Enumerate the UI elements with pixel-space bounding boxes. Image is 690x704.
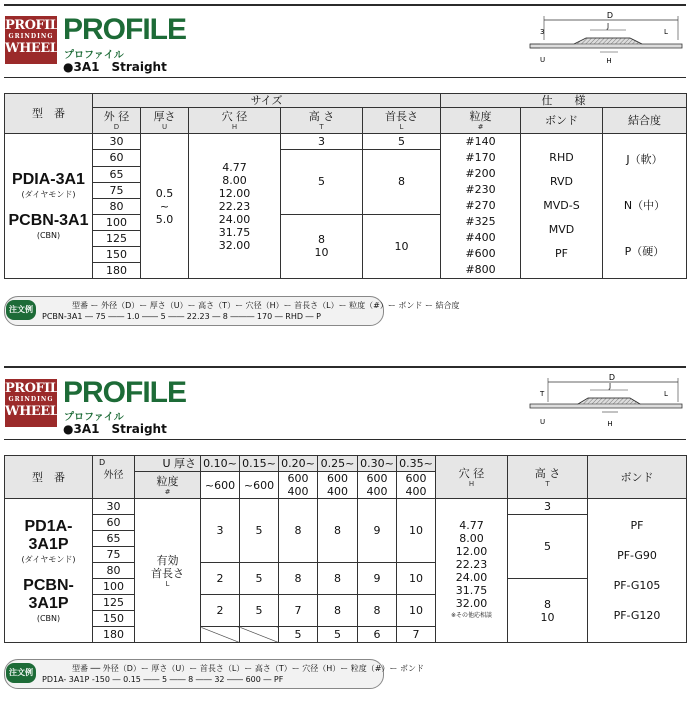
- header-neck-length: 首長さ L: [363, 108, 441, 134]
- header-height: 高 さ T: [281, 108, 363, 134]
- neck-value: 2: [201, 595, 240, 627]
- header-thickness: U 厚さ: [135, 456, 201, 472]
- section1-header-rule: [4, 77, 686, 78]
- neck-value: 8: [318, 499, 358, 563]
- od-cell: 65: [93, 531, 135, 547]
- u-col: 0.25~: [318, 456, 358, 472]
- wheel-profile-diagram: [526, 10, 686, 72]
- diagram-label-t: 3: [540, 28, 545, 36]
- diagram-label-d: D: [606, 11, 614, 20]
- hole-diameter-list: 4.77 8.00 12.00 22.23 24.00 31.75 32.00: [189, 134, 281, 279]
- diagram-label-t: T: [540, 390, 545, 398]
- neck-cell: 5: [363, 134, 441, 150]
- od-cell: 65: [93, 166, 141, 182]
- order-example-tag: 注文例: [6, 300, 36, 320]
- profile-wheels-logo: PROFILE GRINDING WHEELS: [5, 379, 57, 427]
- spec-table-3a1: [4, 93, 687, 279]
- height-cell: 8 10: [281, 214, 363, 279]
- od-cell: 80: [93, 563, 135, 579]
- od-cell: 100: [93, 579, 135, 595]
- neck-value: 5: [318, 627, 358, 643]
- thickness-range: 0.5 ~ 5.0: [141, 134, 189, 279]
- grit-list: #140 #170 #200 #230 #270 #325 #400 #600 #800: [441, 134, 521, 279]
- bond-list: RHD RVD MVD-S MVD PF: [521, 134, 603, 279]
- profile-wheels-logo: PROFILE GRINDING WHEELS: [5, 16, 57, 64]
- u-col: 0.20~: [279, 456, 318, 472]
- header-model: 型 番: [5, 456, 93, 499]
- u-col: 0.10~: [201, 456, 240, 472]
- neck-cell: 10: [363, 214, 441, 279]
- grit-col: 600 400: [279, 472, 318, 499]
- header-bond: ボンド: [588, 456, 687, 499]
- od-cell: 100: [93, 214, 141, 231]
- product-title-kana: プロファイル: [64, 412, 124, 423]
- od-cell: 125: [93, 595, 135, 611]
- grit-col: 600 400: [318, 472, 358, 499]
- grit-col: ~600: [240, 472, 279, 499]
- neck-value: 9: [358, 499, 397, 563]
- neck-value: 3: [201, 499, 240, 563]
- u-col: 0.35~: [397, 456, 436, 472]
- od-cell: 30: [93, 499, 135, 515]
- neck-value: 10: [397, 499, 436, 563]
- spec-table-3a1p: [4, 455, 687, 643]
- grit-col: 600 400: [358, 472, 397, 499]
- neck-value: 9: [358, 563, 397, 595]
- section1-top-rule: [4, 4, 686, 6]
- order-example-tag: 注文例: [6, 663, 36, 683]
- neck-cell: 8: [363, 150, 441, 215]
- header-outer-diameter: 外 径 D: [93, 108, 141, 134]
- neck-value: 5: [240, 563, 279, 595]
- bond-list: PF PF-G90 PF-G105 PF-G120: [588, 499, 687, 643]
- product-subtitle: ●3A1 Straight: [63, 60, 167, 74]
- section2-top-rule: [4, 366, 686, 368]
- od-cell: 80: [93, 198, 141, 214]
- diagram-label-u: U: [540, 418, 546, 426]
- model-cell: PDIA-3A1 (ダイヤモンド) PCBN-3A1 (CBN): [5, 134, 93, 279]
- od-cell: 180: [93, 263, 141, 279]
- od-cell: 30: [93, 134, 141, 150]
- diagram-label-j: J: [606, 22, 610, 30]
- neck-value: 7: [397, 627, 436, 643]
- neck-value: 8: [318, 595, 358, 627]
- od-cell: 60: [93, 515, 135, 531]
- header-height: 高 さ T: [508, 456, 588, 499]
- od-cell: 180: [93, 627, 135, 643]
- grade-list: J（軟） N（中） P（硬）: [603, 134, 687, 279]
- u-col: 0.15~: [240, 456, 279, 472]
- diagram-label-h: H: [606, 57, 612, 65]
- hole-diameter-list: 4.77 8.00 12.00 22.23 24.00 31.75 32.00 ※その他応相談: [436, 499, 508, 643]
- neck-value-na: [201, 627, 240, 643]
- height-cell: 3: [281, 134, 363, 150]
- neck-value: 8: [279, 499, 318, 563]
- neck-value: 6: [358, 627, 397, 643]
- neck-value: 8: [318, 563, 358, 595]
- diagram-label-d: D: [608, 373, 616, 382]
- order-example-line: PD1A- 3A1P -150 ― 0.15 ―― 5 ―― 8 ―― 32 ―― 600 ― PF: [42, 675, 284, 684]
- order-format-line: 型番 ── 外径（D）ー 厚さ（U）ー 首長さ（L）ー 高さ（T）ー 穴径（H）ー 粒度（#）ー ボンド: [72, 664, 425, 673]
- header-bond: ボンド: [521, 108, 603, 134]
- model-cell: PD1A-3A1P (ダイヤモンド) PCBN-3A1P (CBN): [5, 499, 93, 643]
- header-grit: 粒度 #: [135, 472, 201, 499]
- neck-value: 7: [279, 595, 318, 627]
- neck-value: 8: [358, 595, 397, 627]
- neck-value: 5: [240, 499, 279, 563]
- od-cell: 75: [93, 547, 135, 563]
- od-cell: 150: [93, 611, 135, 627]
- order-example-line: PCBN-3A1 ― 75 ―― 1.0 ―― 5 ―― 22.23 ― 8 ――― 170 ― RHD ― P: [42, 312, 321, 321]
- header-model: 型 番: [5, 94, 93, 134]
- grit-col: 600 400: [397, 472, 436, 499]
- product-title-kana: プロファイル: [64, 50, 124, 61]
- u-col: 0.30~: [358, 456, 397, 472]
- neck-value: 8: [279, 563, 318, 595]
- header-thickness: 厚さ U: [141, 108, 189, 134]
- od-cell: 75: [93, 182, 141, 198]
- header-od: D 外径: [93, 456, 135, 499]
- diagram-label-u: U: [540, 56, 546, 64]
- header-grit: 粒度 #: [441, 108, 521, 134]
- header-hole-diameter: 穴 径 H: [436, 456, 508, 499]
- product-subtitle: ●3A1 Straight: [63, 422, 167, 436]
- height-cell: 3: [508, 499, 588, 515]
- diagram-label-j: J: [608, 382, 612, 390]
- diagram-label-l: L: [664, 28, 668, 36]
- neck-value: 2: [201, 563, 240, 595]
- header-grade: 結合度: [603, 108, 687, 134]
- od-cell: 60: [93, 150, 141, 167]
- header-spec: 仕 様: [441, 94, 687, 108]
- neck-value: 5: [279, 627, 318, 643]
- product-title: PROFILE: [63, 376, 187, 409]
- order-format-line: 型番 ー 外径（D）ー 厚さ（U）ー 高さ（T）ー 穴径（H）ー 首長さ（L）ー 粒度（#）ー ボンド ー 結合度: [72, 301, 460, 310]
- header-hole-diameter: 穴 径 H: [189, 108, 281, 134]
- diagram-label-h: H: [607, 420, 613, 428]
- grit-col: ~600: [201, 472, 240, 499]
- od-cell: 150: [93, 247, 141, 263]
- diagram-label-l: L: [664, 390, 668, 398]
- height-cell: 5: [508, 515, 588, 579]
- neck-value: 10: [397, 595, 436, 627]
- wheel-profile-diagram: [526, 372, 686, 434]
- od-cell: 125: [93, 231, 141, 247]
- neck-value: 10: [397, 563, 436, 595]
- height-cell: 5: [281, 150, 363, 215]
- product-title: PROFILE: [63, 13, 187, 46]
- neck-value-na: [240, 627, 279, 643]
- section2-header-rule: [4, 439, 686, 440]
- header-size: サイズ: [93, 94, 441, 108]
- neck-length-label: 有効 首長さ L: [135, 499, 201, 643]
- neck-value: 5: [240, 595, 279, 627]
- height-cell: 8 10: [508, 579, 588, 643]
